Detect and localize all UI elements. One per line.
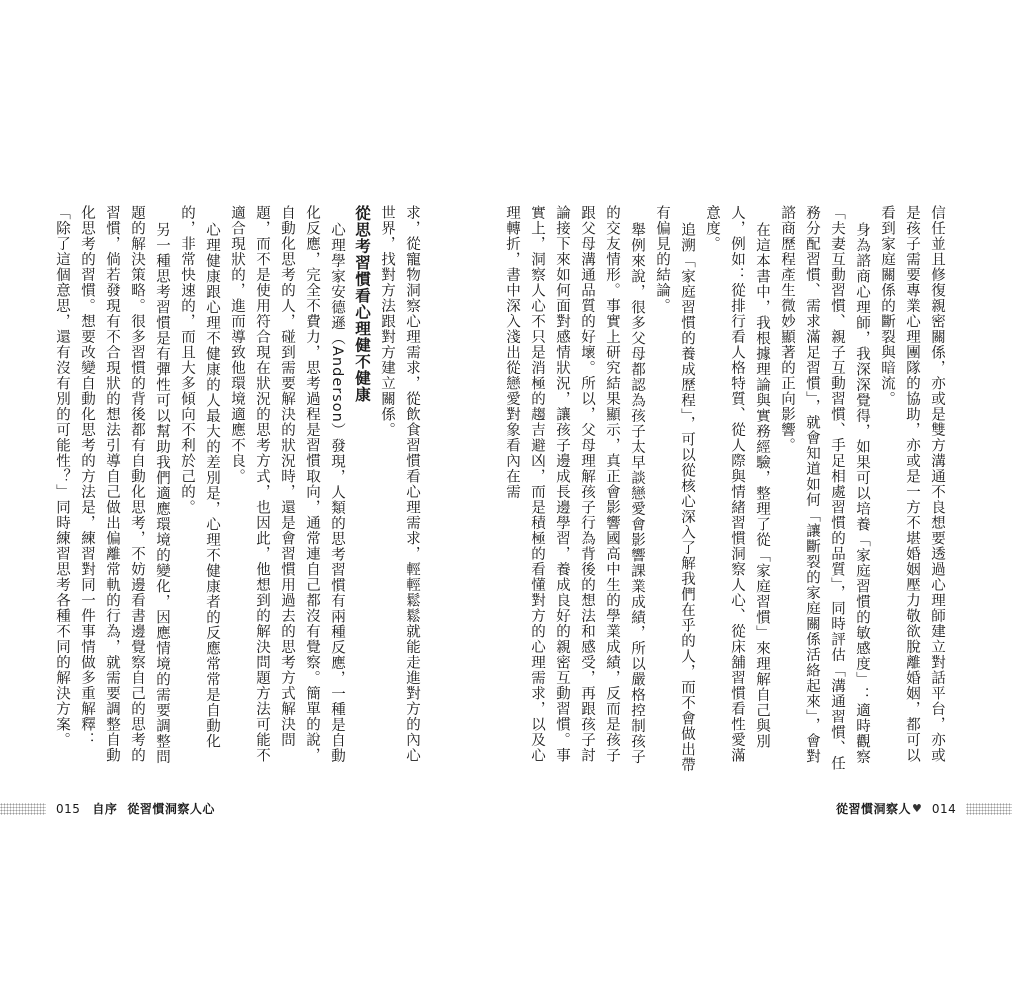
page-number: 015 [56,801,81,816]
paragraph: 心理健康跟心理不健康的人最大的差別是，心理不健康者的反應常常是自動化的，非常快速的，而且大多傾向不利於己的。 [179,205,220,750]
paragraph: 信任並且修復親密關係，亦或是雙方溝通不良想要透過心理師建立對話平台，亦或是孩子需要專業心理團隊的協助，亦或是一方不堪婚姻壓力敬欲脫離婚姻，都可以看到家庭關係的斷裂與暗流。 [879,205,945,763]
left-page-body [54,205,424,775]
page-number: 014 [931,801,957,816]
right-page [499,0,999,999]
paragraph: 另一種思考習慣是有彈性可以幫助我們適應環境的變化，因應情境的需要調整問題的解決策略。很多習慣的背後都有自動化思考，不妨邊看書邊覺察自己的思考的習慣，倘若發現有不合現狀的想法引導自己做出偏離常軌的行為，就需要調整自動化思考的習慣。想要改變自動化思考的方法是，練習對同一件事情做多重解釋：「除了這個意思，還有沒有別的可能性？」同時練習思考各種不同的解決方案。 [54,205,170,765]
running-title: 從習慣洞察人 [836,802,912,816]
paragraph: 舉例來說，很多父母都認為孩子太早談戀愛會影響課業成績，所以嚴格控制孩子的交友情形。事實上研究結果顯示，真正會影響國高中生的學業成績，反而是孩子跟父母溝通品質的好壞。所以，父母理解孩子行為背後的想法和感受，再跟孩子討論接下來如何面對感情狀況，讓孩子邊成長邊學習，養成良好的親密互動習慣。事實上，洞察人心不只是消極的趨吉避凶，而是積極的看懂對方的心理需求，以及心理轉折，書中深入淺出從戀愛對象看內在需 [504,205,645,765]
left-page [0,0,499,999]
section-label: 自序 [92,802,118,816]
paragraph: 追溯「家庭習慣的養成歷程」，可以從核心深入了解我們在乎的人，而不會做出帶有偏見的結論。 [654,205,695,774]
paragraph: 身為諮商心理師，我深深覺得，如果可以培養「家庭習慣的敏感度」：適時觀察「夫妻互動習慣、親子互動習慣、手足相處習慣的品質」，同時評估「溝通習慣、任務分配習慣、需求滿足習慣」，就會知道如何「讓斷裂的家庭關係活絡起來」，會對諮商歷程產生微妙顯著的正向影響。 [779,205,870,772]
section-heading: 從思考習慣看心理健不健康 [353,205,371,403]
right-page-footer [836,800,1012,817]
left-page-footer [0,800,215,817]
right-page-body [504,205,949,775]
dotted-ornament [966,803,1012,815]
paragraph: 在這本書中，我根據理論與實務經驗，整理了從「家庭習慣」來理解自己與別人，例如：從排行看人格特質、從人際與情緒習慣洞察人心、從床舖習慣看性愛滿意度。 [704,205,770,763]
paragraph: 求，從寵物洞察心理需求，從飲食習慣看心理需求，輕輕鬆鬆就能走進對方的內心世界，找對方法跟對方建立關係。 [379,205,420,763]
dotted-ornament [0,803,46,815]
paragraph: 心理學家安德遜（Anderson）發現，人類的思考習慣有兩種反應，一種是自動化反應，完全不費力，思考過程是習慣取向，通常連自己都沒有覺察。簡單的說，自動化思考的人，碰到需要解決的狀況時，還是會習慣用過去的思考方式解決問題，而不是使用符合現在狀況的思考方式，也因此，他想到的解決問題方法可能不適合現狀的，進而導致他環境適應不良。 [229,205,345,765]
heart-icon: ♥ [912,802,922,815]
running-title: 從習慣洞察人心 [127,802,215,816]
